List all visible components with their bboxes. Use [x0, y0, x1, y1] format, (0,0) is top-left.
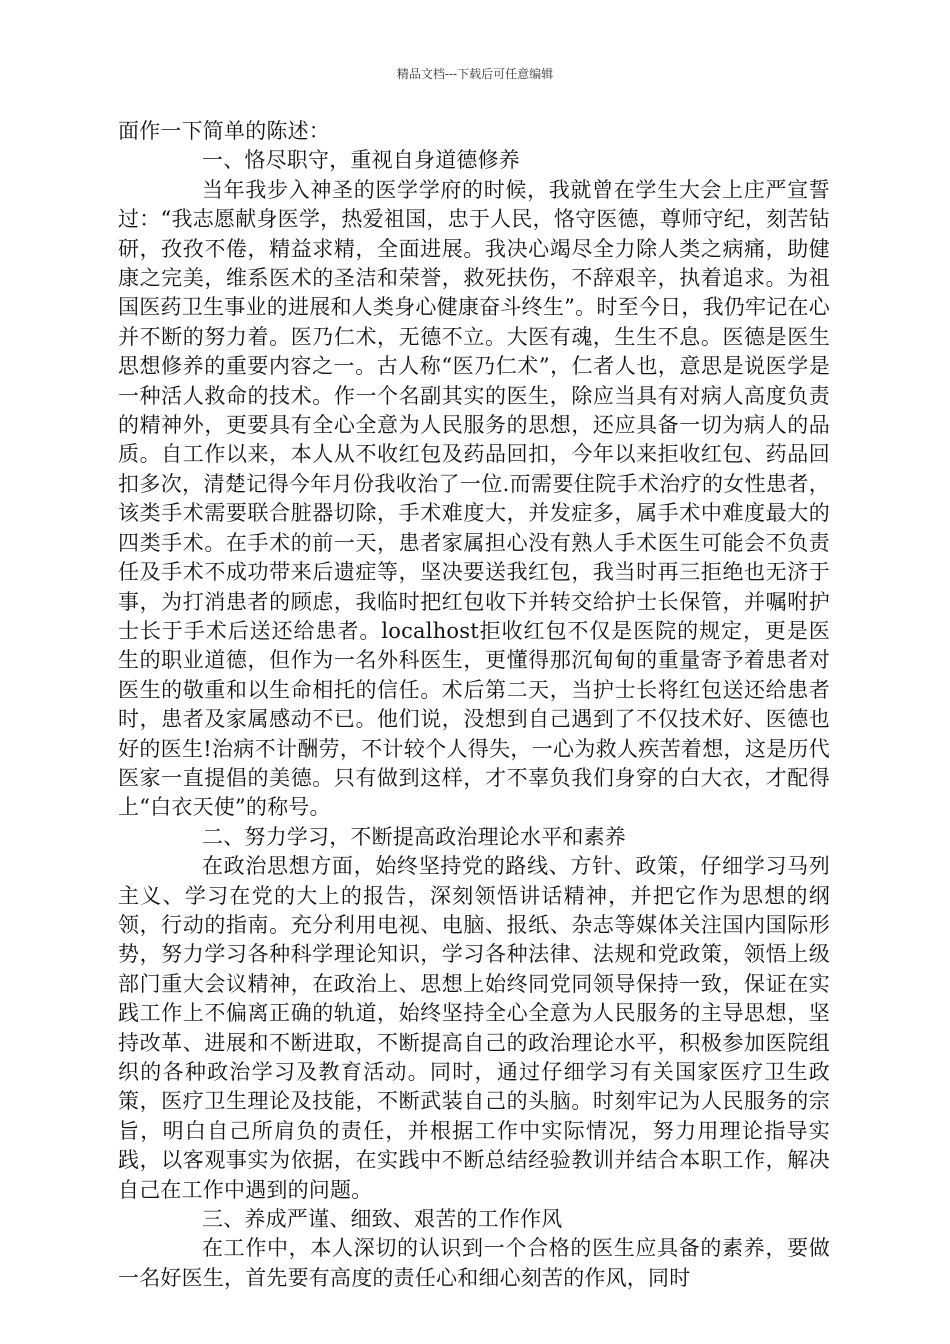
paragraph-intro: 面作一下简单的陈述：	[118, 119, 330, 143]
paragraph-section-3: 在工作中，本人深切的认识到一个合格的医生应具备的素养，要做一名好医生，首先要有高度的责任心和细心刻苦的作风，同时	[118, 1236, 830, 1290]
page-header: 精品文档---下载后可任意编辑	[396, 67, 554, 81]
section-heading-2: 二、努力学习，不断提高政治理论水平和素养	[202, 824, 626, 849]
paragraph-section-1: 当年我步入神圣的医学学府的时候，我就曾在学生大会上庄严宣誓过：“我志愿献身医学，热爱祖国，忠于人民，恪守医德，尊师守纪，刻苦钻研，孜孜不倦，精益求精，全面进展。我决心竭尽全力除人类之病痛，助健康之完美，维系医术的圣洁和荣誉，救死扶伤，不辞艰辛，执着追求。为祖国医药卫生事业的进展和人类身心健康奋斗终生”。时至今日，我仍牢记在心并不断的努力着。医乃仁术，无德不立。大医有魂，生生不息。医德是医生思想修养的重要内容之一。古人称“医乃仁术”，仁者人也，意思是说医学是一种活人救命的技术。作一个名副其实的医生，除应当具有对病人高度负责的精神外，更要具有全心全意为人民服务的思想，还应具备一切为病人的品质。自工作以来，本人从不收红包及药品回扣，今年以来拒收红包、药品回扣多次，清楚记得今年月份我收治了一位.而需要住院手术治疗的女性患者，该类手术需要联合脏器切除，手术难度大，并发症多，属手术中难度最大的四类手术。在手术的前一天，患者家属担心没有熟人手术医生可能会不负责任及手术不成功带来后遗症等，坚决要送我红包，我当时再三拒绝也无济于事，为打消患者的顾虑，我临时把红包收下并转交给护士长保管，并嘱咐护士长于手术后送还给患者。localhost拒收红包不仅是医院的规定，更是医生的职业道德，但作为一名外科医生，更懂得那沉甸甸的重量寄予着患者对医生的敬重和以生命相托的信任。术后第二天，当护士长将红包送还给患者时，患者及家属感动不已。他们说，没想到自己遇到了不仅技术好、医德也好的医生!治病不计酬劳，不计较个人得失，一心为救人疾苦着想，这是历代医家一直提倡的美德。只有做到这样，才不辜负我们身穿的白大衣，才配得上“白衣天使”的称号。	[118, 177, 830, 820]
section-heading-3: 三、养成严谨、细致、艰苦的工作作风	[202, 1207, 563, 1232]
section-heading-1: 一、恪尽职守，重视自身道德修养	[202, 148, 520, 173]
document-body	[118, 117, 830, 1293]
paragraph-section-2: 在政治思想方面，始终坚持党的路线、方针、政策，仔细学习马列主义、学习在党的大上的报告，深刻领悟讲话精神，并把它作为思想的纲领，行动的指南。充分利用电视、电脑、报纸、杂志等媒体关注国内国际形势，努力学习各种科学理论知识，学习各种法律、法规和党政策，领悟上级部门重大会议精神，在政治上、思想上始终同党同领导保持一致，保证在实践工作上不偏离正确的轨道，始终坚持全心全意为人民服务的主导思想，坚持改革、进展和不断进取，不断提高自己的政治理论水平，积极参加医院组织的各种政治学习及教育活动。同时，通过仔细学习有关国家医疗卫生政策，医疗卫生理论及技能，不断武装自己的头脑。时刻牢记为人民服务的宗旨，明白自己所肩负的责任，并根据工作中实际情况，努力用理论指导实践，以客观事实为依据，在实践中不断总结经验教训并结合本职工作，解决自己在工作中遇到的问题。	[118, 854, 830, 1202]
